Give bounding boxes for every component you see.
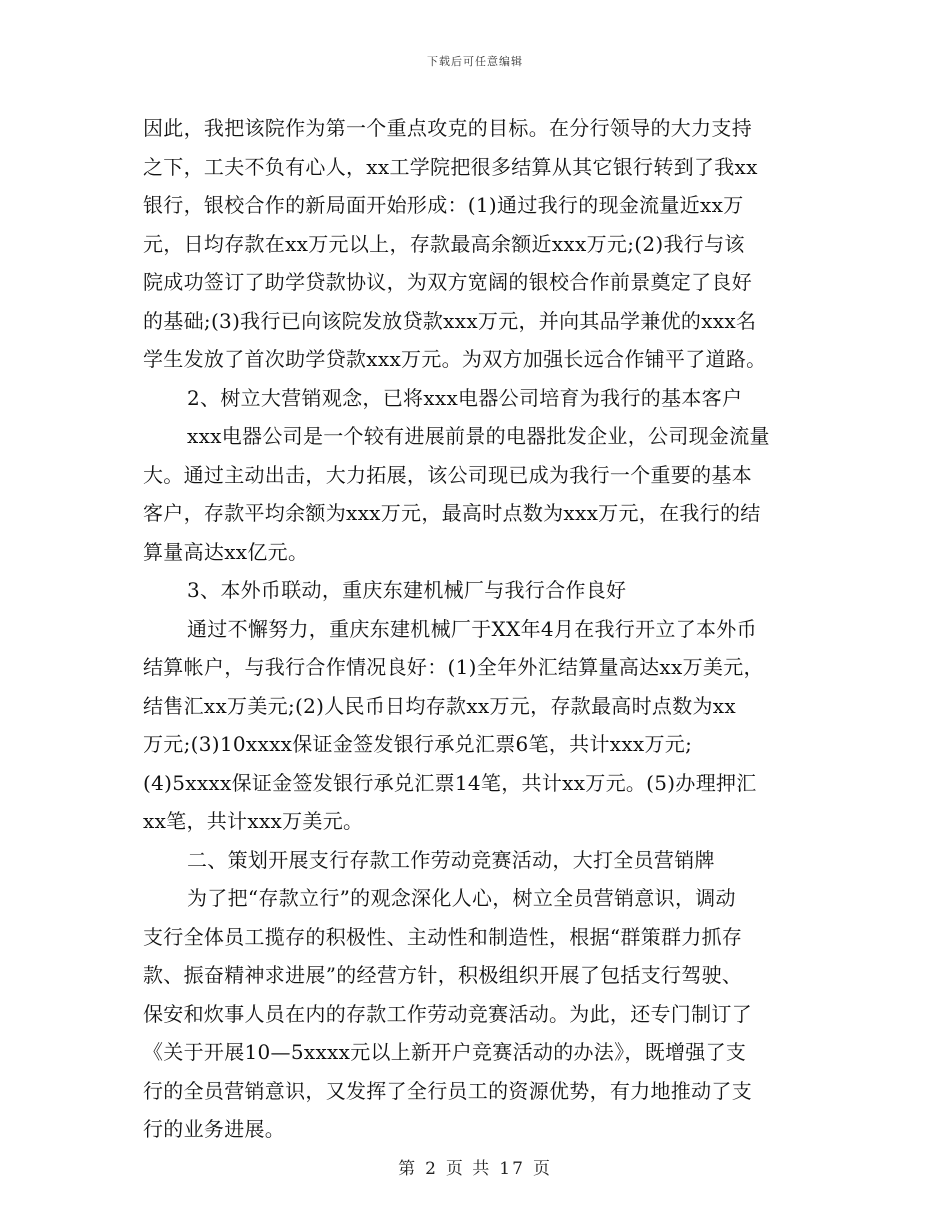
- footer-prefix: 第: [398, 1159, 418, 1179]
- body-line: 为了把“存款立行”的观念深化人心，树立全员营销意识，调动: [187, 886, 736, 910]
- page-footer: [0, 1154, 950, 1179]
- body-line: 行的业务进展。: [143, 1117, 286, 1141]
- body-line: 行的全员营销意识，又发挥了全行员工的资源优势，有力地推动了支: [143, 1078, 752, 1103]
- body-line: 学生发放了首次助学贷款xxx万元。为双方加强长远合作铺平了道路。: [143, 347, 767, 371]
- footer-total-pages: 17: [499, 1159, 525, 1179]
- body-line: xxx电器公司是一个较有进展前景的电器批发企业，公司现金流量: [187, 424, 770, 448]
- body-line: 二、策划开展支行存款工作劳动竞赛活动，大打全员营销牌: [187, 847, 715, 872]
- body-line: 因此，我把该院作为第一个重点攻克的目标。在分行领导的大力支持: [143, 116, 752, 140]
- body-line: 万元;(3)10xxxx保证金签发银行承兑汇票6笔，共计xxx万元;: [143, 732, 693, 756]
- body-line: 银行，银校合作的新局面开始形成：(1)通过我行的现金流量近xx万: [143, 193, 744, 217]
- body-line: 支行全体员工揽存的积极性、主动性和制造性，根据“群策群力抓存: [143, 924, 743, 949]
- body-line: 3、本外币联动，重庆东建机械厂与我行合作良好: [187, 578, 627, 602]
- body-line: 元，日均存款在xx万元以上，存款最高余额近xxx万元;(2)我行与该: [143, 231, 745, 256]
- body-line: 之下，工夫不负有心人，xx工学院把很多结算从其它银行转到了我xx: [143, 154, 758, 179]
- body-line: 结算帐户，与我行合作情况良好：(1)全年外汇结算量高达xx万美元，: [143, 655, 764, 679]
- body-line: 《关于开展10—5xxxx元以上新开户竞赛活动的办法》，既增强了支: [143, 1040, 747, 1064]
- body-line: 院成功签订了助学贷款协议，为双方宽阔的银校合作前景奠定了良好: [143, 270, 752, 294]
- footer-current-page: 2: [425, 1159, 438, 1179]
- body-line: 款、振奋精神求进展”的经营方针，积极组织开展了包括支行驾驶、: [143, 963, 743, 987]
- footer-suffix: 页: [532, 1159, 552, 1179]
- body-line: 客户，存款平均余额为xxx万元，最高时点数为xxx万元，在我行的结: [143, 501, 761, 525]
- footer-middle: 页 共: [445, 1159, 492, 1179]
- body-line: 保安和炊事人员在内的存款工作劳动竞赛活动。为此，还专门制订了: [143, 1001, 752, 1026]
- body-line: (4)5xxxx保证金签发银行承兑汇票14笔，共计xx万元。(5)办理押汇: [143, 770, 757, 795]
- body-line: 算量高达xx亿元。: [143, 539, 309, 564]
- page-header-note: 下载后可任意编辑: [427, 55, 523, 68]
- body-line: 大。通过主动出击，大力拓展，该公司现已成为我行一个重要的基本: [143, 462, 752, 487]
- document-body: [143, 109, 811, 1149]
- body-line: 2、树立大营销观念，已将xxx电器公司培育为我行的基本客户: [187, 385, 743, 410]
- body-line: 的基础;(3)我行已向该院发放贷款xxx万元，并向其品学兼优的xxx名: [143, 308, 757, 333]
- body-line: 通过不懈努力，重庆东建机械厂于XX年4月在我行开立了本外币: [187, 616, 757, 641]
- body-line: xx笔，共计xxx万美元。: [143, 809, 364, 833]
- body-line: 结售汇xx万美元;(2)人民币日均存款xx万元，存款最高时点数为xx: [143, 693, 736, 718]
